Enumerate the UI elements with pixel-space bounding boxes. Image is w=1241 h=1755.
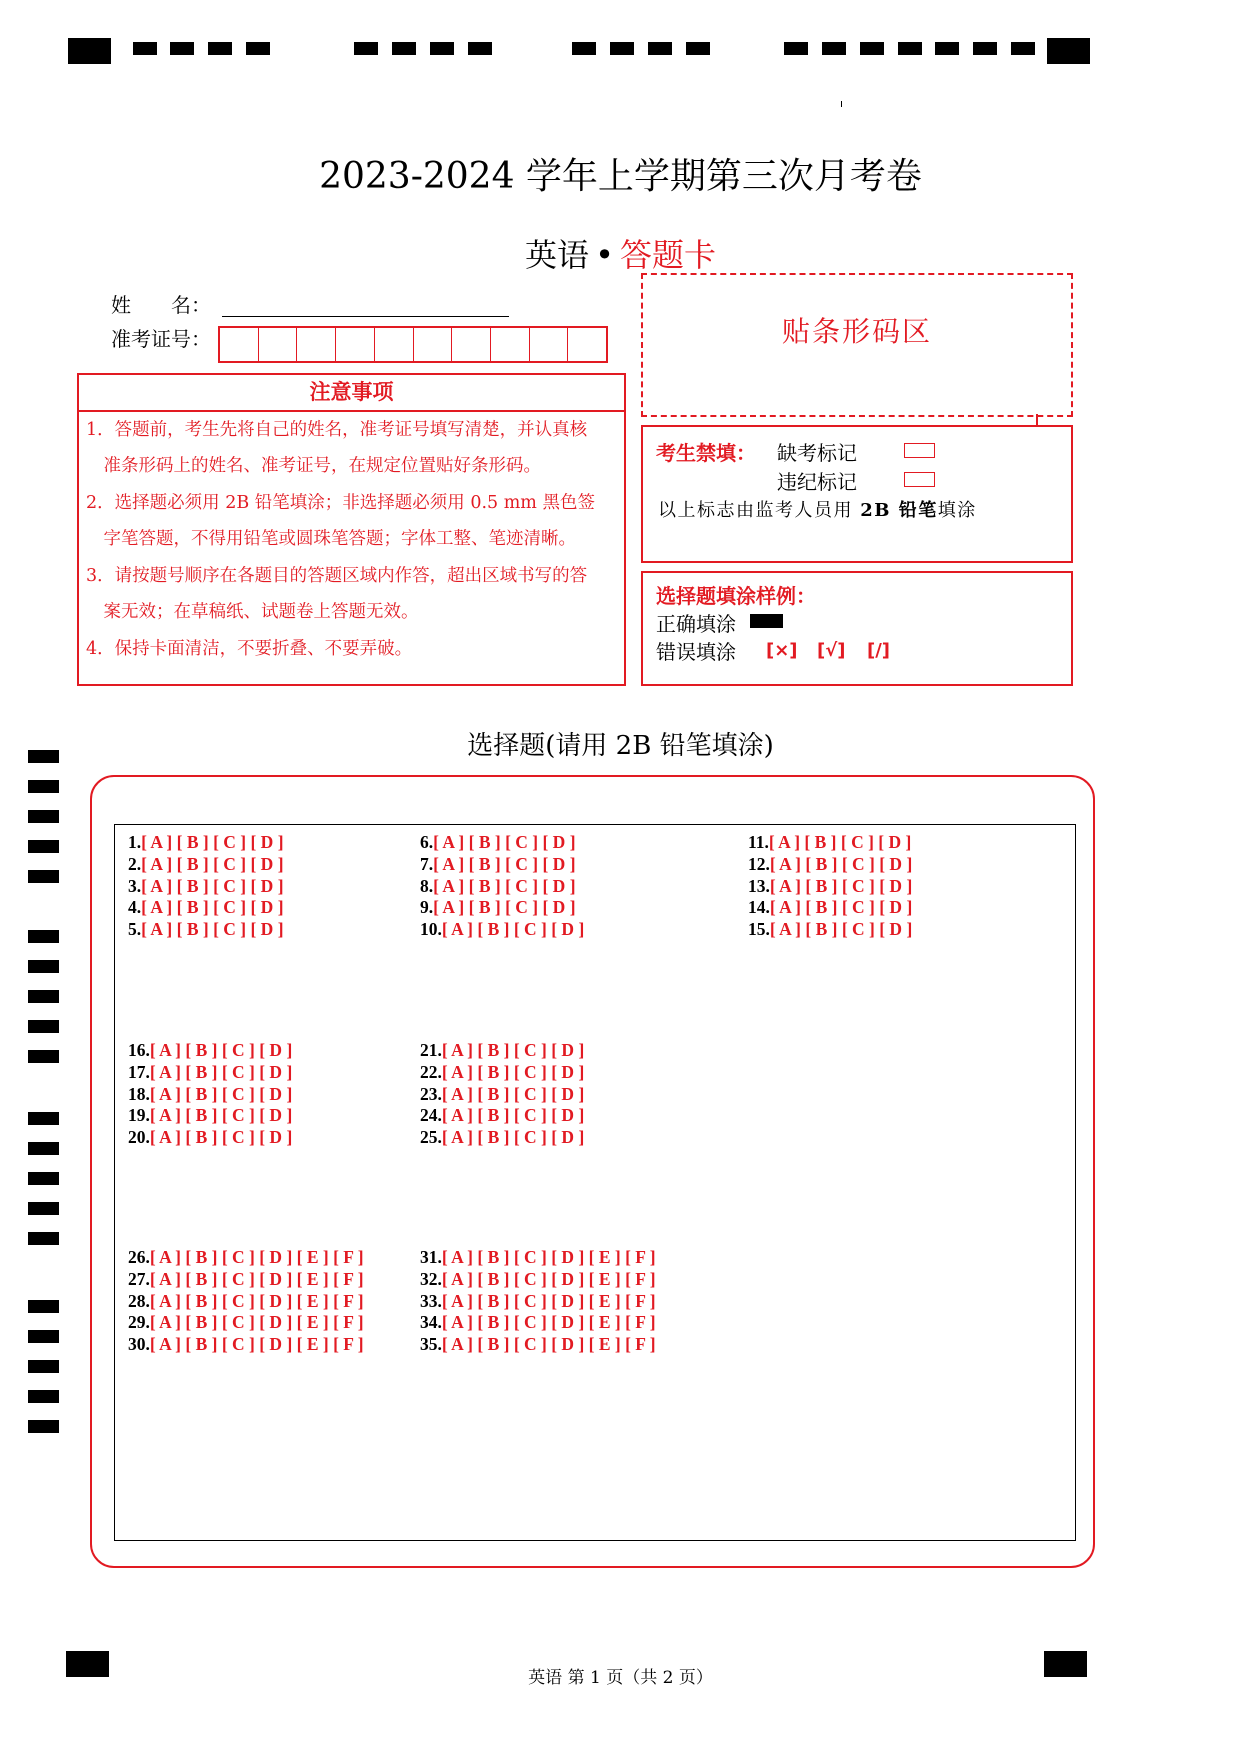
question-number: 25. xyxy=(420,1127,442,1148)
timing-mark xyxy=(28,1020,59,1033)
question-row[interactable] xyxy=(420,854,576,876)
question-number: 29. xyxy=(128,1312,150,1333)
question-row[interactable] xyxy=(420,1247,656,1269)
notes-heading: 注意事项 xyxy=(77,373,626,412)
correct-fill-sample xyxy=(750,614,783,628)
scan-tick xyxy=(841,101,842,107)
timing-mark xyxy=(28,1202,59,1215)
violation-checkbox[interactable] xyxy=(904,472,935,487)
answer-options[interactable]: [ A ] [ B ] [ C ] [ D ] [ E ] [ F ] xyxy=(149,1290,364,1311)
timing-mark xyxy=(860,42,884,55)
question-number: 35. xyxy=(420,1334,442,1355)
timing-mark xyxy=(170,42,194,55)
question-number: 33. xyxy=(420,1290,442,1311)
question-number: 28. xyxy=(128,1290,150,1311)
answer-options[interactable]: [ A ] [ B ] [ C ] [ D ] xyxy=(769,919,913,940)
question-row[interactable] xyxy=(420,1040,584,1062)
question-row[interactable] xyxy=(128,1334,364,1356)
question-number: 8. xyxy=(420,875,434,896)
answer-options[interactable]: [ A ] [ B ] [ C ] [ D ] xyxy=(149,1061,293,1082)
question-number: 32. xyxy=(420,1268,442,1289)
question-row[interactable] xyxy=(420,1269,656,1291)
name-label: 姓 名： xyxy=(111,293,211,317)
answer-options[interactable]: [ A ] [ B ] [ C ] [ D ] xyxy=(149,1040,293,1060)
answer-options[interactable]: [ A ] [ B ] [ C ] [ D ] [ E ] [ F ] xyxy=(149,1334,364,1355)
timing-mark xyxy=(898,42,922,55)
answer-options[interactable]: [ A ] [ B ] [ C ] [ D ] xyxy=(441,1061,585,1082)
answer-options[interactable]: [ A ] [ B ] [ C ] [ D ] [ E ] [ F ] xyxy=(441,1312,656,1333)
timing-mark xyxy=(28,960,59,973)
timing-mark xyxy=(610,42,634,55)
question-row[interactable] xyxy=(128,1127,292,1149)
question-row[interactable] xyxy=(748,919,912,941)
question-row[interactable] xyxy=(128,854,284,876)
question-number: 14. xyxy=(748,897,770,918)
answer-options[interactable]: [ A ] [ B ] [ C ] [ D ] [ E ] [ F ] xyxy=(149,1268,364,1289)
question-row[interactable] xyxy=(420,919,584,941)
timing-mark xyxy=(973,42,997,55)
timing-mark xyxy=(28,1172,59,1185)
question-number: 13. xyxy=(748,875,770,896)
question-number: 21. xyxy=(420,1040,442,1060)
question-row[interactable] xyxy=(420,1291,656,1313)
question-row[interactable] xyxy=(128,876,284,898)
question-number: 4. xyxy=(128,897,142,918)
answer-options[interactable]: [ A ] [ B ] [ C ] [ D ] xyxy=(769,897,913,918)
note-line: 3．请按题号顺序在各题目的答题区域内作答，超出区域书写的答 xyxy=(86,566,588,586)
timing-mark xyxy=(28,930,59,943)
note-line: 准条形码上的姓名、准考证号，在规定位置贴好条形码。 xyxy=(86,456,541,476)
answer-options[interactable]: [ A ] [ B ] [ C ] [ D ] xyxy=(433,853,576,874)
question-number: 7. xyxy=(420,853,434,874)
question-row[interactable] xyxy=(128,1312,364,1334)
timing-mark xyxy=(648,42,672,55)
question-row[interactable] xyxy=(128,897,284,919)
question-number: 34. xyxy=(420,1312,442,1333)
timing-mark xyxy=(1047,38,1090,64)
name-field[interactable] xyxy=(222,316,509,317)
answer-options[interactable]: [ A ] [ B ] [ C ] [ D ] xyxy=(141,853,284,874)
question-number: 27. xyxy=(128,1268,150,1289)
timing-mark xyxy=(133,42,157,55)
answer-options[interactable]: [ A ] [ B ] [ C ] [ D ] [ E ] [ F ] xyxy=(149,1247,364,1267)
timing-mark xyxy=(28,840,59,853)
question-number: 1. xyxy=(128,832,142,852)
question-number: 11. xyxy=(748,832,769,852)
timing-mark xyxy=(28,1390,59,1403)
wrong-check-sample: [√] xyxy=(817,640,846,661)
question-row[interactable] xyxy=(420,1312,656,1334)
timing-mark xyxy=(468,42,492,55)
question-row[interactable] xyxy=(128,1084,292,1106)
note-line: 1．答题前，考生先将自己的姓名，准考证号填写清楚，并认真核 xyxy=(86,420,588,440)
subject-label: 英语 xyxy=(525,236,590,274)
question-number: 5. xyxy=(128,919,142,940)
answer-options[interactable]: [ A ] [ B ] [ C ] [ D ] xyxy=(141,919,284,940)
question-row[interactable] xyxy=(128,832,284,854)
question-row[interactable] xyxy=(748,854,912,876)
timing-mark xyxy=(68,38,111,64)
question-row[interactable] xyxy=(420,832,576,854)
question-number: 24. xyxy=(420,1105,442,1126)
question-number: 10. xyxy=(420,919,442,940)
question-number: 18. xyxy=(128,1083,150,1104)
question-row[interactable] xyxy=(128,1105,292,1127)
question-row[interactable] xyxy=(128,1269,364,1291)
mcq-section-title: 选择题(请用 2B 铅笔填涂) xyxy=(467,731,774,761)
answer-options[interactable]: [ A ] [ B ] [ C ] [ D ] [ E ] [ F ] xyxy=(441,1334,656,1355)
proctor-note: 以上标志由监考人员用 2B 铅笔填涂 xyxy=(658,500,977,521)
question-number: 16. xyxy=(128,1040,150,1060)
answer-options[interactable]: [ A ] [ B ] [ C ] [ D ] [ E ] [ F ] xyxy=(149,1312,364,1333)
question-row[interactable] xyxy=(748,876,912,898)
question-row[interactable] xyxy=(748,832,911,854)
timing-mark xyxy=(572,42,596,55)
answer-options[interactable]: [ A ] [ B ] [ C ] [ D ] xyxy=(769,853,913,874)
wrong-fill-label: 错误填涂 xyxy=(656,640,736,664)
question-number: 3. xyxy=(128,875,142,896)
id-label: 准考证号： xyxy=(111,327,211,351)
answer-options[interactable]: [ A ] [ B ] [ C ] [ D ] xyxy=(141,875,284,896)
timing-mark xyxy=(1011,42,1035,55)
timing-mark xyxy=(246,42,270,55)
answer-options[interactable]: [ A ] [ B ] [ C ] [ D ] xyxy=(433,897,576,918)
separator-dot: • xyxy=(595,236,614,274)
answer-options[interactable]: [ A ] [ B ] [ C ] [ D ] xyxy=(441,919,585,940)
timing-mark xyxy=(28,1142,59,1155)
timing-mark xyxy=(208,42,232,55)
timing-mark xyxy=(822,42,846,55)
timing-mark xyxy=(28,870,59,883)
question-row[interactable] xyxy=(128,919,284,941)
question-number: 31. xyxy=(420,1247,442,1267)
question-number: 22. xyxy=(420,1061,442,1082)
question-row[interactable] xyxy=(420,1334,656,1356)
barcode-tick xyxy=(1036,414,1038,425)
timing-mark xyxy=(28,990,59,1003)
timing-mark xyxy=(28,810,59,823)
timing-mark xyxy=(28,1112,59,1125)
answer-options[interactable]: [ A ] [ B ] [ C ] [ D ] xyxy=(141,832,284,852)
question-number: 12. xyxy=(748,853,770,874)
answer-options[interactable]: [ A ] [ B ] [ C ] [ D ] xyxy=(441,1127,585,1148)
note-line: 案无效；在草稿纸、试题卷上答题无效。 xyxy=(86,602,419,622)
question-number: 26. xyxy=(128,1247,150,1267)
proctor-label: 考生禁填： xyxy=(656,441,756,465)
question-number: 19. xyxy=(128,1105,150,1126)
timing-mark xyxy=(430,42,454,55)
wrong-slash-sample: [/] xyxy=(867,640,891,661)
question-row[interactable] xyxy=(128,1040,292,1062)
page-footer: 英语 第 1 页（共 2 页） xyxy=(528,1668,713,1688)
question-number: 9. xyxy=(420,897,434,918)
timing-mark xyxy=(354,42,378,55)
question-number: 2. xyxy=(128,853,142,874)
question-number: 30. xyxy=(128,1334,150,1355)
answer-options[interactable]: [ A ] [ B ] [ C ] [ D ] xyxy=(149,1127,293,1148)
wrong-cross-sample: [×] xyxy=(766,640,798,661)
barcode-label: 贴条形码区 xyxy=(781,315,932,348)
timing-mark xyxy=(392,42,416,55)
answer-options[interactable]: [ A ] [ B ] [ C ] [ D ] [ E ] [ F ] xyxy=(441,1247,656,1267)
answer-options[interactable]: [ A ] [ B ] [ C ] [ D ] xyxy=(433,875,576,896)
question-row[interactable] xyxy=(420,897,576,919)
question-number: 15. xyxy=(748,919,770,940)
note-line: 2．选择题必须用 2B 铅笔填涂；非选择题必须用 0.5 mm 黑色签 xyxy=(86,493,595,513)
absent-label: 缺考标记 xyxy=(777,441,857,465)
correct-fill-label: 正确填涂 xyxy=(656,612,736,636)
question-row[interactable] xyxy=(128,1062,292,1084)
timing-mark xyxy=(28,1420,59,1433)
timing-mark xyxy=(28,780,59,793)
question-row[interactable] xyxy=(128,1291,364,1313)
note-line: 4．保持卡面清洁，不要折叠、不要弄破。 xyxy=(86,639,413,659)
answer-options[interactable]: [ A ] [ B ] [ C ] [ D ] xyxy=(149,1105,293,1126)
question-row[interactable] xyxy=(420,876,576,898)
question-number: 20. xyxy=(128,1127,150,1148)
answer-options[interactable]: [ A ] [ B ] [ C ] [ D ] [ E ] [ F ] xyxy=(441,1290,656,1311)
card-label: 答题卡 xyxy=(619,236,716,274)
answer-options[interactable]: [ A ] [ B ] [ C ] [ D ] xyxy=(441,1040,585,1060)
question-row[interactable] xyxy=(748,897,912,919)
timing-mark xyxy=(784,42,808,55)
question-number: 17. xyxy=(128,1061,150,1082)
exam-title: 2023-2024 学年上学期第三次月考卷 xyxy=(319,156,922,197)
timing-mark xyxy=(28,1300,59,1313)
note-line: 字笔答题，不得用铅笔或圆珠笔答题；字体工整、笔迹清晰。 xyxy=(86,529,576,549)
card-subtitle xyxy=(0,230,1241,276)
timing-mark xyxy=(28,1050,59,1063)
answer-options[interactable]: [ A ] [ B ] [ C ] [ D ] [ E ] [ F ] xyxy=(441,1268,656,1289)
violation-label: 违纪标记 xyxy=(777,470,857,494)
timing-mark xyxy=(28,1232,59,1245)
question-number: 23. xyxy=(420,1083,442,1104)
timing-mark xyxy=(28,1330,59,1343)
question-row[interactable] xyxy=(128,1247,364,1269)
absent-checkbox[interactable] xyxy=(904,443,935,458)
answer-options[interactable]: [ A ] [ B ] [ C ] [ D ] xyxy=(441,1105,585,1126)
answer-options[interactable]: [ A ] [ B ] [ C ] [ D ] xyxy=(768,832,912,852)
answer-options[interactable]: [ A ] [ B ] [ C ] [ D ] xyxy=(141,897,284,918)
answer-options[interactable]: [ A ] [ B ] [ C ] [ D ] xyxy=(769,875,913,896)
question-row[interactable] xyxy=(420,1127,584,1149)
question-number: 6. xyxy=(420,832,434,852)
answer-options[interactable]: [ A ] [ B ] [ C ] [ D ] xyxy=(149,1083,293,1104)
question-row[interactable] xyxy=(420,1084,584,1106)
fill-example-title: 选择题填涂样例： xyxy=(656,584,816,608)
answer-options[interactable]: [ A ] [ B ] [ C ] [ D ] xyxy=(441,1083,585,1104)
answer-options[interactable]: [ A ] [ B ] [ C ] [ D ] xyxy=(433,832,576,852)
timing-mark xyxy=(935,42,959,55)
question-row[interactable] xyxy=(420,1062,584,1084)
question-row[interactable] xyxy=(420,1105,584,1127)
timing-mark xyxy=(28,1360,59,1373)
exam-id-cells[interactable] xyxy=(218,326,608,363)
timing-mark xyxy=(686,42,710,55)
